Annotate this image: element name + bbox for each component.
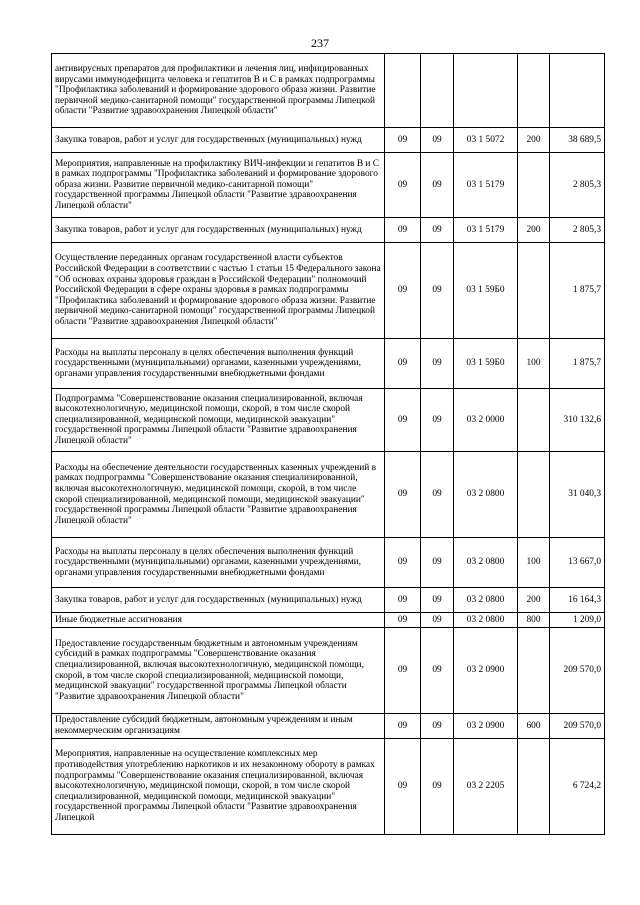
section-code: 09 — [385, 218, 421, 243]
row-description: Предоставление субсидий бюджетным, автономным учреждениям и иным некоммерческим организациям — [52, 714, 385, 739]
section-code: 09 — [385, 714, 421, 739]
table-row — [52, 243, 605, 339]
page-number: 237 — [311, 36, 329, 50]
subsection-code: 09 — [421, 628, 454, 714]
target-item-code: 03 1 5179 — [454, 153, 518, 218]
expense-type-code: 800 — [518, 613, 550, 628]
expense-type-code — [518, 739, 550, 835]
row-description: Осуществление переданных органам государственной власти субъектов Российской Федерации в соответствии с частью 1 статьи 15 Федерального закона "Об основах охраны здоровья граждан в Российской Федерации" полномочий Российской Федерации в сфере охраны здоровья в рамках подпрограммы "Профилактика заболеваний и формирование здорового образа жизни. Развитие первичной медико-санитарной помощи" государственной программы Липецкой области "Развитие здравоохранения Липецкой области" — [52, 243, 385, 339]
subsection-code: 09 — [421, 153, 454, 218]
section-code: 09 — [385, 628, 421, 714]
target-item-code: 03 2 0800 — [454, 452, 518, 538]
row-description: Закупка товаров, работ и услуг для государственных (муниципальных) нужд — [52, 218, 385, 243]
target-item-code: 03 1 59Б0 — [454, 339, 518, 389]
expense-type-code: 200 — [518, 588, 550, 613]
amount: 38 689,5 — [550, 128, 605, 153]
row-description: Закупка товаров, работ и услуг для государственных (муниципальных) нужд — [52, 128, 385, 153]
section-code: 09 — [385, 452, 421, 538]
table-row — [52, 389, 605, 452]
amount: 1 209,0 — [550, 613, 605, 628]
table-row — [52, 339, 605, 389]
section-code: 09 — [385, 588, 421, 613]
subsection-code: 09 — [421, 714, 454, 739]
expense-type-code — [518, 389, 550, 452]
subsection-code: 09 — [421, 538, 454, 588]
subsection-code: 09 — [421, 128, 454, 153]
expense-type-code — [518, 452, 550, 538]
section-code: 09 — [385, 153, 421, 218]
table-row — [52, 452, 605, 538]
budget-table — [51, 53, 605, 835]
table-row — [52, 218, 605, 243]
expense-type-code: 200 — [518, 128, 550, 153]
row-description: Мероприятия, направленные на осуществление комплексных мер противодействия употреблению наркотиков и их незаконному обороту в рамках подпрограммы "Совершенствование оказания специализированной, включая высокотехнологичную, медицинской помощи, скорой, в том числе скорой специализированной, медицинской помощи, медицинской эвакуации" государственной программы Липецкой области "Развитие здравоохранения Липецкой — [52, 739, 385, 835]
target-item-code: 03 2 0800 — [454, 538, 518, 588]
amount: 31 040,3 — [550, 452, 605, 538]
row-description: Закупка товаров, работ и услуг для государственных (муниципальных) нужд — [52, 588, 385, 613]
subsection-code: 09 — [421, 389, 454, 452]
target-item-code: 03 2 0900 — [454, 714, 518, 739]
table-row — [52, 153, 605, 218]
subsection-code: 09 — [421, 339, 454, 389]
target-item-code: 03 1 59Б0 — [454, 243, 518, 339]
table-row — [52, 628, 605, 714]
amount: 2 805,3 — [550, 153, 605, 218]
expense-type-code — [518, 153, 550, 218]
row-description: Подпрограмма "Совершенствование оказания специализированной, включая высокотехнологичную, медицинской помощи, скорой, в том числе скорой специализированной, медицинской помощи, медицинской эвакуации" государственной программы Липецкой области "Развитие здравоохранения Липецкой области" — [52, 389, 385, 452]
subsection-code: 09 — [421, 452, 454, 538]
section-code: 09 — [385, 339, 421, 389]
row-description: антивирусных препаратов для профилактики и лечения лиц, инфицированных вирусами иммунодефицита человека и гепатитов В и С в рамках подпрограммы "Профилактика заболеваний и формирование здорового образа жизни. Развитие первичной медико-санитарной помощи" государственной программы Липецкой области "Развитие здравоохранения Липецкой области" — [52, 54, 385, 128]
target-item-code: 03 2 0900 — [454, 628, 518, 714]
table-row — [52, 613, 605, 628]
expense-type-code — [518, 243, 550, 339]
section-code: 09 — [385, 128, 421, 153]
table-row — [52, 538, 605, 588]
table-row — [52, 54, 605, 128]
row-description: Расходы на выплаты персоналу в целях обеспечения выполнения функций государственными (муниципальными) органами, казенными учреждениями, органами управления государственными внебюджетными фондами — [52, 339, 385, 389]
row-description: Расходы на обеспечение деятельности государственных казенных учреждений в рамках подпрограммы "Совершенствование оказания специализированной, включая высокотехнологичную, медицинской помощи, скорой, в том числе скорой специализированной, медицинской помощи, медицинской эвакуации" государственной программы Липецкой области "Развитие здравоохранения Липецкой области" — [52, 452, 385, 538]
subsection-code: 09 — [421, 739, 454, 835]
target-item-code: 03 1 5072 — [454, 128, 518, 153]
row-description: Иные бюджетные ассигнования — [52, 613, 385, 628]
expense-type-code: 200 — [518, 218, 550, 243]
target-item-code: 03 2 0800 — [454, 613, 518, 628]
section-code: 09 — [385, 389, 421, 452]
section-code: 09 — [385, 739, 421, 835]
table-row — [52, 714, 605, 739]
amount: 6 724,2 — [550, 739, 605, 835]
expense-type-code: 100 — [518, 339, 550, 389]
amount: 310 132,6 — [550, 389, 605, 452]
target-item-code: 03 2 2205 — [454, 739, 518, 835]
section-code: 09 — [385, 613, 421, 628]
section-code: 09 — [385, 243, 421, 339]
expense-type-code — [518, 628, 550, 714]
expense-type-code: 100 — [518, 538, 550, 588]
row-description: Предоставление государственным бюджетным и автономным учреждениям субсидий в рамках подпрограммы "Совершенствование оказания специализированной, включая высокотехнологичную, медицинской помощи, скорой, в том числе скорой специализированной, медицинской помощи, медицинской эвакуации" государственной программы Липецкой области "Развитие здравоохранения Липецкой области" — [52, 628, 385, 714]
amount: 1 875,7 — [550, 339, 605, 389]
amount: 2 805,3 — [550, 218, 605, 243]
table-row — [52, 739, 605, 835]
section-code: 09 — [385, 538, 421, 588]
amount: 13 667,0 — [550, 538, 605, 588]
subsection-code — [421, 54, 454, 128]
subsection-code: 09 — [421, 588, 454, 613]
expense-type-code: 600 — [518, 714, 550, 739]
row-description: Расходы на выплаты персоналу в целях обеспечения выполнения функций государственными (муниципальными) органами, казенными учреждениями, органами управления государственными внебюджетными фондами — [52, 538, 385, 588]
table-row — [52, 588, 605, 613]
subsection-code: 09 — [421, 243, 454, 339]
section-code — [385, 54, 421, 128]
expense-type-code — [518, 54, 550, 128]
table-row — [52, 128, 605, 153]
subsection-code: 09 — [421, 613, 454, 628]
amount: 16 164,3 — [550, 588, 605, 613]
subsection-code: 09 — [421, 218, 454, 243]
target-item-code — [454, 54, 518, 128]
amount — [550, 54, 605, 128]
target-item-code: 03 2 0800 — [454, 588, 518, 613]
amount: 209 570,0 — [550, 714, 605, 739]
target-item-code: 03 2 0000 — [454, 389, 518, 452]
amount: 1 875,7 — [550, 243, 605, 339]
target-item-code: 03 1 5179 — [454, 218, 518, 243]
row-description: Мероприятия, направленные на профилактику ВИЧ-инфекции и гепатитов В и С в рамках подпрограммы "Профилактика заболеваний и формирование здорового образа жизни. Развитие первичной медико-санитарной помощи" государственной программы Липецкой области "Развитие здравоохранения Липецкой области" — [52, 153, 385, 218]
amount: 209 570,0 — [550, 628, 605, 714]
